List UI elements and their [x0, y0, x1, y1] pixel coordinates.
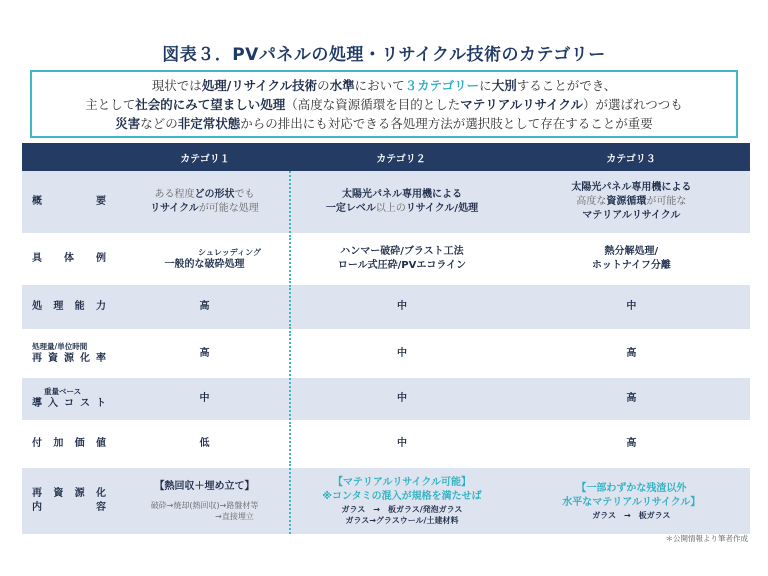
row-label-examples: 具 体 例 — [32, 253, 106, 264]
summary-box — [30, 70, 738, 138]
row-added-value — [22, 422, 750, 468]
row-label-recovery-rate: 処理量/単位時間 再 資 源 化 率 — [32, 341, 106, 364]
recovery-cat1: 高 — [199, 347, 210, 359]
examples-cat3: 熱分解処理/ ホットナイフ分離 — [591, 246, 671, 271]
row-capacity — [22, 285, 750, 331]
value-cat2: 中 — [289, 422, 512, 466]
value-cat1: 低 — [199, 438, 210, 449]
row-label-capacity: 処 理 能 力 — [32, 301, 106, 312]
cost-cat1: 中 — [199, 393, 210, 404]
row-recovery-rate — [22, 331, 750, 378]
cost-cat2: 中 — [289, 378, 512, 420]
row-label-cost: 重量ベース 導 入 コ ス ト — [32, 387, 106, 409]
row-overview — [22, 171, 750, 235]
summary-line-2: 主として社会的にみて望ましい処理（高度な資源循環を目的としたマテリアルリサイクル）が選ばれつつも — [85, 96, 683, 112]
overview-cat2: 太陽光パネル専用機による 一定レベル以上のリサイクル/処理 — [289, 171, 512, 233]
header-category-3: カテゴリ３ — [606, 153, 656, 165]
content-cat3: 【一部わずかな残渣以外 水平なマテリアルリサイクル】 ガラス → 板ガラス — [562, 482, 701, 520]
summary-line-3: 災害などの非定常状態からの排出にも対応できる各処理方法が選択肢として存在することが重要 — [115, 115, 653, 131]
capacity-cat2: 中 — [289, 285, 512, 329]
cost-sup-note: 重量ベース — [44, 387, 82, 396]
category-table — [22, 143, 750, 536]
page-title: 図表３．PVパネルの処理・リサイクル技術のカテゴリー — [162, 45, 606, 65]
row-cost — [22, 378, 750, 422]
content-cat1: 【熱回収＋埋め立て】 破砕→焼却(熱回収)→路盤材等 →直接埋立 — [150, 481, 259, 521]
footnote: ＊公開情報より筆者作成 — [665, 534, 748, 543]
examples-cat1: シュレッディング 一般的な破砕処理 — [164, 247, 261, 270]
header-blank — [22, 143, 120, 171]
recovery-cat3: 高 — [626, 347, 637, 359]
content-cat2: 【マテリアルリサイクル可能】 ※コンタミの混入が規格を満たせば ガラス → 板ガラス/発泡ガラス ガラス→グラスウール/土建材料 — [289, 468, 512, 534]
row-label-overview: 概 要 — [32, 196, 106, 207]
value-cat3: 高 — [626, 438, 637, 449]
row-label-recycling-content: 再 資 源 化 内 容 — [32, 488, 106, 513]
capacity-cat3: 中 — [626, 301, 637, 312]
capacity-cat1: 高 — [199, 301, 210, 312]
table-header — [22, 143, 750, 171]
header-category-1: カテゴリ１ — [180, 153, 230, 165]
recovery-sup-note: 処理量/単位時間 — [32, 341, 88, 351]
overview-cat1: ある程度どの形状でも リサイクルが可能な処理 — [150, 189, 259, 214]
summary-line-1: 現状では処理/リサイクル技術の水準において３カテゴリーに大別することができ、 — [151, 77, 617, 93]
cost-cat3: 高 — [626, 393, 637, 404]
row-recycling-content — [22, 468, 750, 536]
row-examples — [22, 235, 750, 285]
examples-cat2: ハンマー破砕/ブラスト工法 ロール式圧砕/PVエコライン — [289, 235, 512, 283]
header-category-2: カテゴリ２ — [376, 153, 426, 165]
recovery-cat2: 中 — [289, 331, 512, 376]
row-label-added-value: 付 加 価 値 — [32, 438, 106, 449]
overview-cat3: 太陽光パネル専用機による 高度な資源循環が可能な マテリアルリサイクル — [571, 182, 692, 221]
